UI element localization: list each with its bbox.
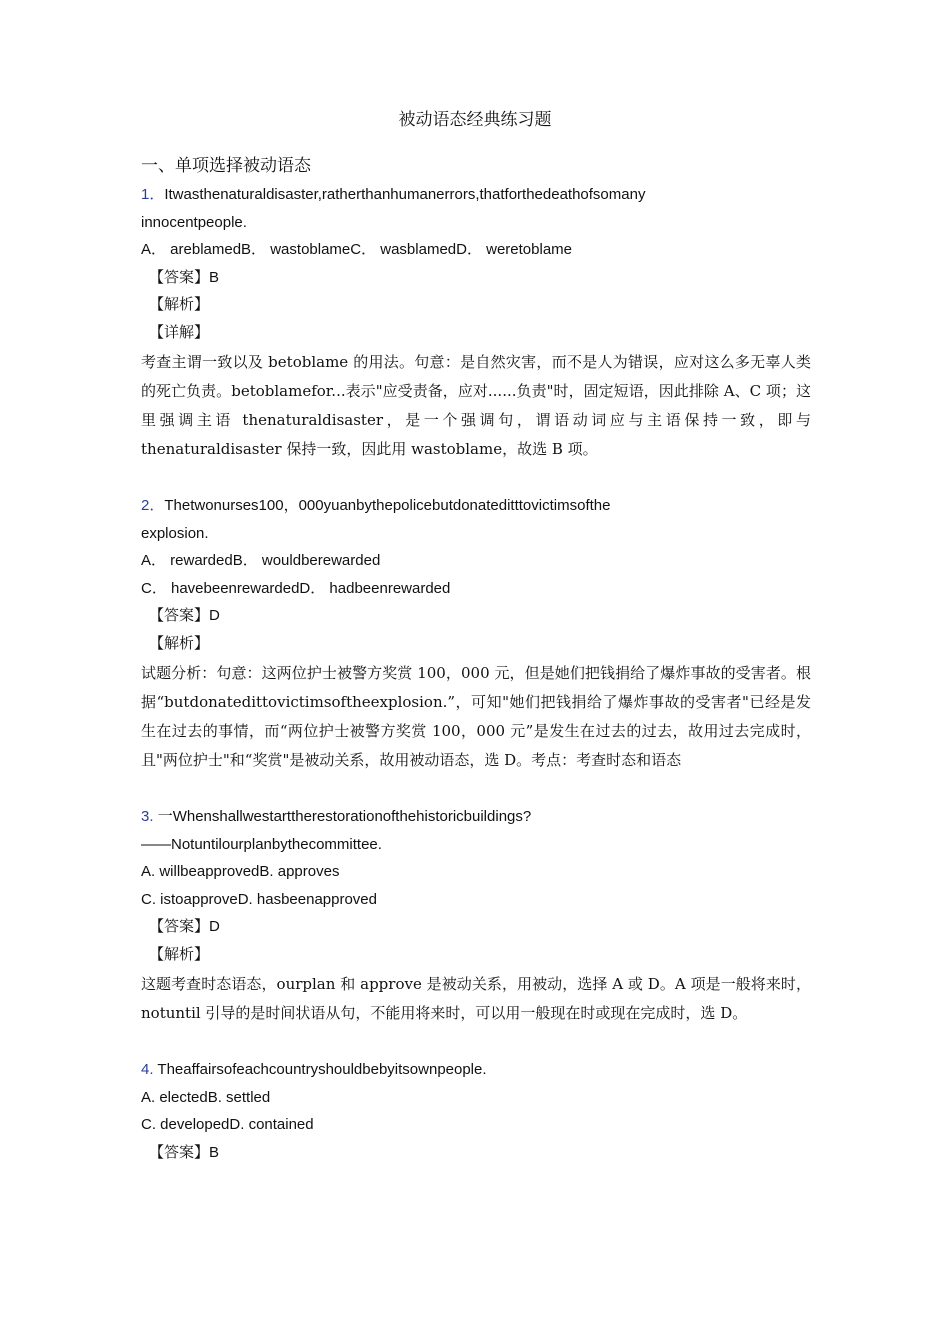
question-stem-continued: innocentpeople. [141,213,247,231]
question-stem [141,181,811,209]
spacer [141,775,811,803]
analysis-label: 【解析】 [149,296,210,313]
question-stem-text: Thetwonurses100，000yuanbythepolicebutdonateditttovictimsofthe [164,497,611,514]
question-options: C. istoapproveD. hasbeenapproved [141,890,377,908]
explanation-text: 试题分析：句意：这两位护士被警方奖赏 100，000 元，但是她们把钱捐给了爆炸事故的受害者。根据“butdonatedittovictimsoftheexplosion.”，可知"她们把钱捐给了爆炸事故的受害者"已经是发生在过去的事情，而“两位护士被警方奖赏 100，000 元”是发生在过去的过去，故用过去完成时，且"两位护士"和“奖赏"是被动关系，故用被动语态，选 D。考点：考查时态和语态 [141,664,811,769]
question-1 [141,181,811,464]
question-4 [141,1056,811,1166]
question-stem [141,492,811,520]
question-number: 1． [141,186,165,203]
answer-label: 【答案】D [149,918,220,935]
explanation-text: 考查主谓一致以及 betoblame 的用法。句意：是自然灾害，而不是人为错误，应对这么多无辜人类的死亡负责。betoblamefor...表示"应受责备，应对......负责"时，固定短语，因此排除 A、C 项；这里强调主语 thenaturaldisaster，是一个强调句，谓语动词应与主语保持一致，即与 thenaturaldisaster 保持一致，因此用 wastoblame，故选 B 项。 [141,353,811,458]
question-2 [141,492,811,775]
analysis-label: 【解析】 [149,634,210,652]
spacer [141,1028,811,1056]
question-stem-text: Theaffairsofeachcountryshouldbebyitsownpeople. [157,1061,487,1078]
spacer [141,464,811,492]
page-title: 被动语态经典练习题 [398,110,552,130]
question-options: C． havebeenrewardedD． hadbeenrewarded [141,579,451,597]
question-options: A. electedB. settled [141,1088,271,1106]
question-options: A． rewardedB． wouldberewarded [141,552,381,569]
answer-label: 【答案】D [149,607,220,624]
question-number: 3. [141,808,154,825]
question-stem [141,1056,811,1084]
analysis-label: 【解析】 [149,945,210,963]
detail-label: 【详解】 [149,323,210,341]
question-stem [141,803,811,831]
question-options: C. developedD. contained [141,1116,314,1133]
question-number: 2． [141,497,165,514]
explanation-text: 这题考查时态语态，ourplan 和 approve 是被动关系，用被动，选择 A 或 D。A 项是一般将来时，notuntil 引导的是时间状语从句，不能用将来时，可以用一般现在时或现在完成时，选 D。 [141,975,811,1022]
question-options: A. willbeapprovedB. approves [141,863,340,880]
answer-label: 【答案】B [149,1143,220,1161]
answer-label: 【答案】B [149,268,220,286]
question-stem-text: 一Whenshallwestarttherestorationofthehistoricbuildings? [157,808,532,825]
question-options: A． areblamedB． wastoblameC． wasblamedD． weretoblame [141,241,573,258]
question-number: 4. [141,1061,154,1078]
section-heading: 一、单项选择被动语态 [141,156,311,176]
document-body [141,181,811,1166]
question-stem-continued: ——Notuntilourplanbythecommittee. [141,835,382,853]
question-stem-continued: explosion. [141,524,209,542]
question-stem-text: Itwasthenaturaldisaster,ratherthanhumanerrors,thatforthedeathofsomany [164,186,646,203]
question-3 [141,803,811,1028]
